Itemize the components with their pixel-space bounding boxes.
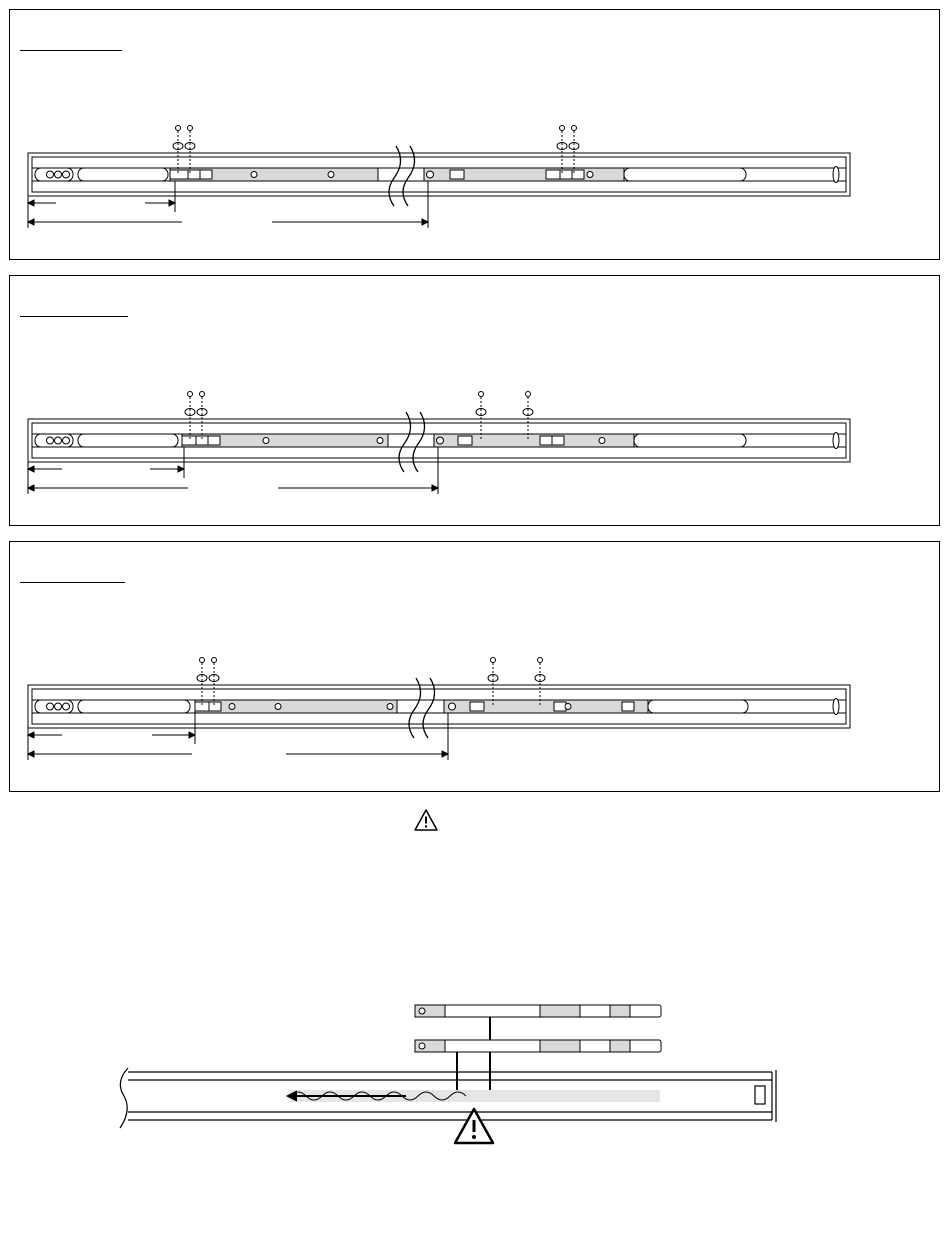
screw-icon [197,658,545,682]
chain-insertion-diagram [110,990,790,1150]
break-line-icon [389,146,415,206]
bracket-left [170,168,378,181]
assembly-panel-2 [9,275,940,526]
dimension-lines [28,181,428,228]
rail-diagram [10,542,941,793]
screw-icon [173,126,579,150]
chain-segment-upper [415,1005,661,1017]
bracket-right [434,433,839,449]
dimension-lines [28,713,448,760]
rail-diagram [10,276,941,527]
break-line-icon [399,412,425,472]
bracket-left [195,700,397,713]
chain-left [35,168,168,181]
bracket-left [182,434,388,447]
chain-left [35,434,178,447]
chain-left [35,700,190,713]
bracket-right [444,699,839,715]
chain-segment-lower [415,1040,661,1052]
break-line-icon [409,678,435,738]
bracket-right [424,167,839,183]
dimension-lines [28,447,438,494]
rail-diagram [10,10,941,261]
warning-triangle-icon [413,808,439,832]
assembly-panel-3 [9,541,940,792]
screw-icon [185,392,533,416]
warning-triangle-icon [452,1106,496,1146]
assembly-panel-1 [9,9,940,260]
